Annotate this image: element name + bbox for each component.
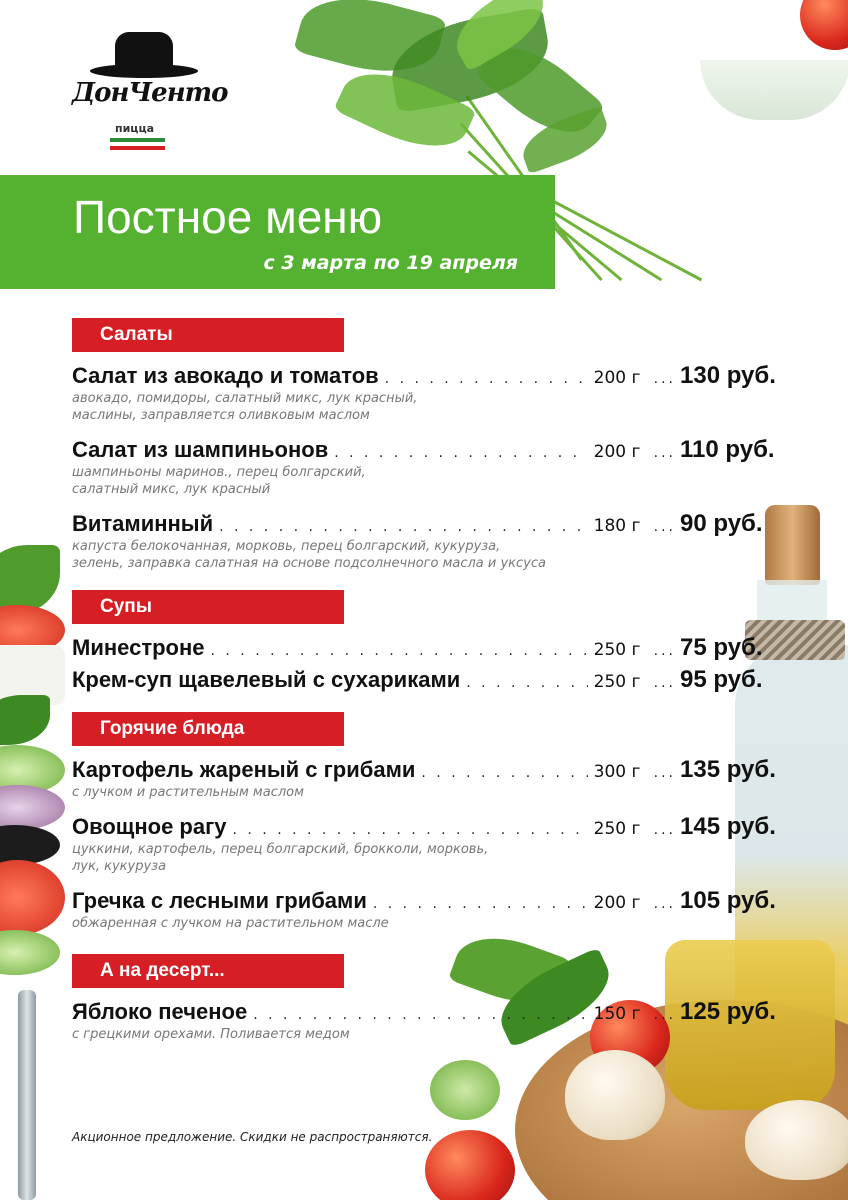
footnote: Акционное предложение. Скидки не распространяются.: [72, 1130, 433, 1144]
item-name: Салат из шампиньонов: [72, 437, 329, 462]
item-description: шампиньоны маринов., перец болгарский,: [72, 465, 366, 480]
menu-item: [72, 756, 792, 801]
item-weight: 200 г: [593, 442, 641, 462]
brand-name: ДонЧенто: [72, 78, 228, 108]
menu-item: [72, 634, 792, 662]
item-price: 90 руб.: [680, 510, 763, 537]
item-weight: 250 г: [593, 640, 641, 660]
section-title: Горячие блюда: [72, 712, 344, 746]
item-weight: 150 г: [593, 1004, 641, 1024]
dot-leader: ...: [653, 675, 676, 691]
item-name: Витаминный: [72, 511, 214, 536]
menu-item: [72, 510, 792, 572]
dot-leader: [373, 896, 588, 912]
section-title: Супы: [72, 590, 344, 624]
item-description: с грецкими орехами. Поливается медом: [72, 1027, 350, 1042]
menu-list: [72, 318, 792, 1061]
item-price: 110 руб.: [680, 436, 775, 463]
item-price: 130 руб.: [680, 362, 776, 389]
item-weight: 180 г: [593, 516, 641, 536]
item-description: авокадо, помидоры, салатный микс, лук красный,: [72, 391, 418, 406]
item-name: Крем-суп щавелевый с сухариками: [72, 667, 461, 692]
item-description: лук, кукуруза: [72, 859, 167, 874]
item-name: Гречка с лесными грибами: [72, 888, 367, 913]
menu-section: [72, 590, 792, 694]
item-price: 145 руб.: [680, 813, 776, 840]
dot-leader: [421, 765, 587, 781]
item-description: цуккини, картофель, перец болгарский, брокколи, морковь,: [72, 842, 489, 857]
menu-section: [72, 712, 792, 932]
italian-flag-icon: [110, 138, 165, 150]
date-range: с 3 марта по 19 апреля: [263, 252, 518, 274]
menu-item: [72, 436, 792, 498]
dot-leader: ...: [653, 445, 676, 461]
item-name: Минестроне: [72, 635, 205, 660]
dot-leader: ...: [653, 643, 676, 659]
dot-leader: ...: [653, 822, 676, 838]
menu-section: [72, 318, 792, 572]
item-weight: 250 г: [593, 672, 641, 692]
menu-item: [72, 813, 792, 875]
item-name: Овощное рагу: [72, 814, 227, 839]
item-description: маслины, заправляется оливковым маслом: [72, 408, 370, 423]
item-weight: 200 г: [593, 893, 641, 913]
menu-section: [72, 954, 792, 1043]
fork-illustration: [18, 990, 36, 1200]
dot-leader: [233, 822, 588, 838]
menu-item: [72, 362, 792, 424]
item-price: 95 руб.: [680, 666, 763, 693]
item-weight: 300 г: [593, 762, 641, 782]
dot-leader: ...: [653, 371, 676, 387]
item-price: 135 руб.: [680, 756, 776, 783]
dot-leader: ...: [653, 519, 676, 535]
section-title: Салаты: [72, 318, 344, 352]
dot-leader: [466, 675, 587, 691]
item-description: капуста белокочанная, морковь, перец болгарский, кукуруза,: [72, 539, 501, 554]
menu-item: [72, 887, 792, 932]
dot-leader: [219, 519, 588, 535]
item-description: салатный микс, лук красный: [72, 482, 271, 497]
item-description: зелень, заправка салатная на основе подсолнечного масла и уксуса: [72, 556, 546, 571]
dot-leader: [211, 643, 588, 659]
menu-item: [72, 998, 792, 1043]
page-title: Постное меню: [73, 191, 383, 243]
brand-logo: [70, 30, 228, 150]
brand-sub: пицца: [115, 122, 155, 135]
dot-leader: [334, 445, 587, 461]
dot-leader: ...: [653, 1007, 676, 1023]
item-name: Яблоко печеное: [72, 999, 248, 1024]
section-title: А на десерт...: [72, 954, 344, 988]
item-name: Салат из авокадо и томатов: [72, 363, 379, 388]
dot-leader: ...: [653, 896, 676, 912]
dot-leader: [385, 371, 588, 387]
dot-leader: ...: [653, 765, 676, 781]
item-description: обжаренная с лучком на растительном масле: [72, 916, 389, 931]
item-price: 75 руб.: [680, 634, 763, 661]
dot-leader: [253, 1007, 587, 1023]
item-weight: 250 г: [593, 819, 641, 839]
item-description: с лучком и растительным маслом: [72, 785, 304, 800]
item-price: 105 руб.: [680, 887, 776, 914]
item-weight: 200 г: [593, 368, 641, 388]
item-price: 125 руб.: [680, 998, 776, 1025]
item-name: Картофель жареный с грибами: [72, 757, 416, 782]
menu-item: [72, 666, 792, 694]
